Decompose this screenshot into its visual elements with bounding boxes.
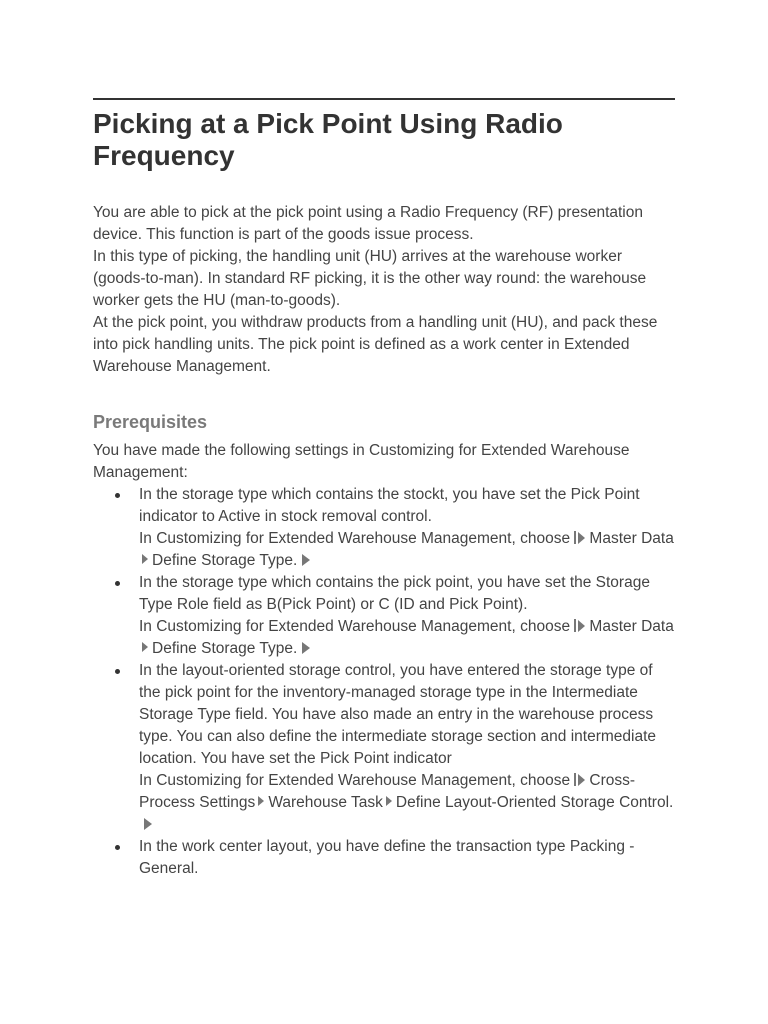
document-page	[93, 98, 675, 880]
path-start-icon	[574, 619, 585, 632]
menu-path-step: Define Storage Type.	[152, 552, 298, 569]
path-separator-icon	[142, 554, 148, 564]
menu-path-step: Define Layout-Oriented Storage Control.	[395, 794, 674, 811]
path-separator-icon	[386, 796, 392, 806]
bullet-icon	[115, 669, 120, 674]
list-item	[93, 836, 675, 880]
bullet-icon	[115, 493, 120, 498]
list-item	[93, 660, 675, 836]
menu-path-step: Warehouse Task	[268, 794, 383, 811]
list-item-text: In the layout-oriented storage control, you have entered the storage type of the pick point for the inventory-managed storage type in the Intermediate Storage Type field. You have also made an entry in the warehouse process type. You can also define the intermediate storage section and intermediate location. You have set the Pick Point indicator	[139, 662, 657, 767]
page-title: Picking at a Pick Point Using Radio Frequency	[93, 108, 563, 171]
list-item-text: In the storage type which contains the stockt, you have set the Pick Point indicator to Active in stock removal control.	[139, 486, 640, 525]
list-item	[93, 572, 675, 660]
intro-paragraph: You are able to pick at the pick point using a Radio Frequency (RF) presentation device. This function is part of the goods issue process.	[93, 204, 643, 243]
path-start-icon	[574, 531, 585, 544]
path-end-icon	[302, 554, 310, 566]
menu-path	[139, 528, 675, 572]
list-item-text: In the storage type which contains the pick point, you have set the Storage Type Role field as B(Pick Point) or C (ID and Pick Point).	[139, 574, 650, 613]
bullet-icon	[115, 581, 120, 586]
intro-section	[93, 202, 675, 378]
path-separator-icon	[142, 642, 148, 652]
list-item-text: In the work center layout, you have define the transaction type Packing - General.	[139, 838, 635, 877]
path-separator-icon	[258, 796, 264, 806]
menu-path-intro: In Customizing for Extended Warehouse Management, choose	[139, 772, 571, 789]
intro-paragraph: At the pick point, you withdraw products from a handling unit (HU), and pack these into pick handling units. The pick point is defined as a work center in Extended Warehouse Management.	[93, 314, 658, 375]
menu-path	[139, 770, 675, 836]
top-rule	[93, 98, 675, 100]
list-item	[93, 484, 675, 572]
menu-path-step: Master Data	[589, 530, 674, 547]
menu-path-step: Cross-Process Settings	[139, 772, 636, 811]
prerequisites-heading: Prerequisites	[93, 412, 208, 432]
menu-path-intro: In Customizing for Extended Warehouse Management, choose	[139, 618, 571, 635]
menu-path-intro: In Customizing for Extended Warehouse Management, choose	[139, 530, 571, 547]
path-start-icon	[574, 773, 585, 786]
menu-path	[139, 616, 675, 660]
path-end-icon	[144, 818, 152, 830]
path-end-icon	[302, 642, 310, 654]
intro-paragraph: In this type of picking, the handling unit (HU) arrives at the warehouse worker (goods-to-man). In standard RF picking, it is the other way round: the warehouse worker gets the HU (man-to-goods).	[93, 248, 647, 309]
menu-path-step: Define Storage Type.	[152, 640, 298, 657]
prerequisites-list	[93, 484, 675, 880]
prerequisites-text: You have made the following settings in Customizing for Extended Warehouse Management:	[93, 442, 630, 481]
menu-path-step: Master Data	[589, 618, 674, 635]
bullet-icon	[115, 845, 120, 850]
